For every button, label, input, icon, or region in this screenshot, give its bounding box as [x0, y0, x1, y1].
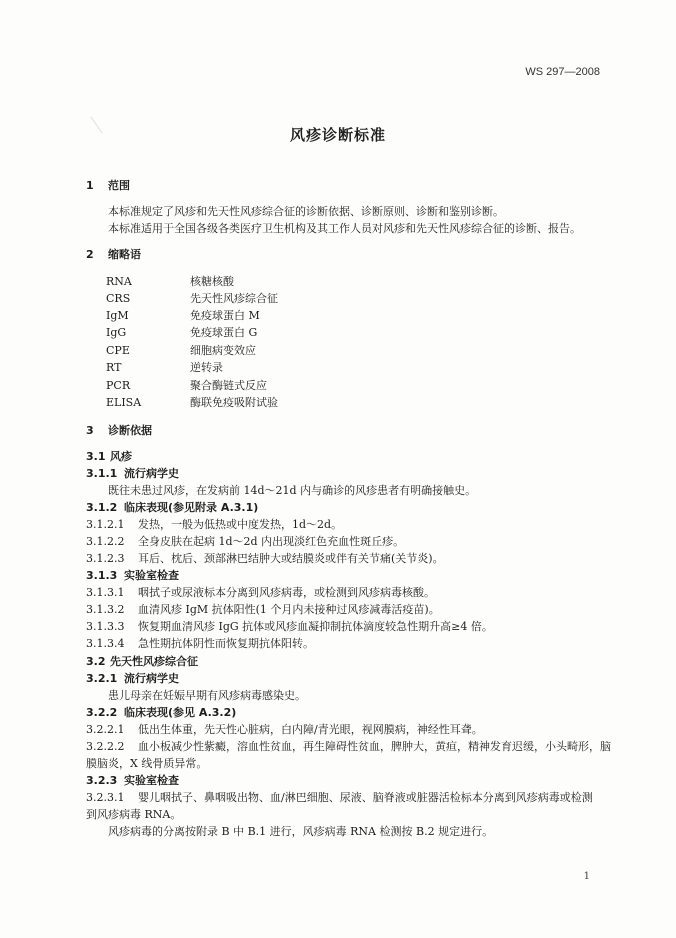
section-number: 2 — [86, 248, 94, 261]
abbreviation-desc: 逆转录 — [190, 361, 223, 374]
subsection-title: 实验室检查 — [124, 774, 179, 787]
clause — [86, 791, 593, 805]
subsection-heading — [86, 672, 179, 686]
abbreviation-desc: 聚合酶链式反应 — [190, 379, 267, 392]
abbreviation-desc: 免疫球蛋白 M — [190, 309, 260, 322]
clause — [86, 637, 314, 651]
subsection-number: 3.1.2 — [86, 501, 118, 514]
abbreviation-code: RNA — [106, 275, 132, 288]
clause-text: 低出生体重，先天性心脏病，白内障/青光眼，视网膜病，神经性耳聋。 — [138, 723, 483, 736]
subsection-number: 3.2.3 — [86, 774, 118, 787]
document-code: WS 297—2008 — [525, 66, 600, 78]
clause — [86, 518, 342, 532]
clause-text: 全身皮肤在起病 1d～2d 内出现淡红色充血性斑丘疹。 — [138, 535, 405, 548]
subsection-heading — [86, 467, 179, 481]
abbreviation-code: CRS — [106, 292, 131, 305]
clause — [86, 603, 440, 617]
clause — [86, 552, 444, 566]
section-3-heading — [86, 424, 152, 438]
clause-number: 3.1.3.3 — [86, 620, 125, 633]
subsection-title: 风疹 — [110, 450, 132, 463]
subsection-title: 流行病学史 — [124, 467, 179, 480]
clause — [86, 740, 611, 754]
paragraph: 本标准规定了风疹和先天性风疹综合征的诊断依据、诊断原则、诊断和鉴别诊断。 — [108, 205, 504, 218]
clause-number: 3.1.3.1 — [86, 586, 125, 599]
subsection-heading — [86, 655, 198, 669]
subsection-title: 临床表现(参见附录 A.3.1) — [124, 501, 259, 514]
clause-number: 3.2.3.1 — [86, 791, 125, 804]
page-number: 1 — [583, 871, 590, 882]
abbreviation-code: IgG — [106, 326, 127, 339]
subsection-number: 3.1.1 — [86, 467, 118, 480]
abbreviation-code: RT — [106, 361, 122, 374]
section-title: 范围 — [108, 179, 130, 192]
clause-text: 血清风疹 IgM 抗体阳性(1 个月内未接种过风疹减毒活疫苗)。 — [138, 603, 440, 616]
clause — [86, 620, 493, 634]
clause-number: 3.1.2.3 — [86, 552, 125, 565]
clause-continuation: 膜脑炎，X 线骨质异常。 — [86, 757, 208, 770]
subsection-number: 3.1.3 — [86, 569, 118, 582]
clause-number: 3.1.2.2 — [86, 535, 125, 548]
abbreviation-desc: 核糖核酸 — [190, 275, 234, 288]
document-title: 风疹诊断标准 — [289, 126, 386, 144]
clause-text: 婴儿咽拭子、鼻咽吸出物、血/淋巴细胞、尿液、脑脊液或脏器活检标本分离到风疹病毒或检测 — [138, 791, 593, 804]
clause-number: 3.2.2.2 — [86, 740, 125, 753]
abbreviation-code: IgM — [106, 309, 129, 322]
subsection-number: 3.2 — [86, 655, 106, 668]
subsection-number: 3.2.2 — [86, 706, 118, 719]
section-title: 诊断依据 — [108, 424, 152, 437]
subsection-title: 实验室检查 — [124, 569, 179, 582]
section-1-heading — [86, 179, 130, 193]
abbreviation-code: ELISA — [106, 396, 142, 409]
section-2-heading — [86, 248, 141, 262]
clause-number: 3.2.2.1 — [86, 723, 125, 736]
subsection-heading — [86, 569, 179, 583]
abbreviation-desc: 免疫球蛋白 G — [190, 326, 258, 339]
subsection-heading — [86, 450, 132, 464]
abbreviation-desc: 酶联免疫吸附试验 — [190, 396, 278, 409]
clause — [86, 535, 404, 549]
clause — [86, 723, 483, 737]
subsection-title: 流行病学史 — [124, 672, 179, 685]
clause-number: 3.1.2.1 — [86, 518, 125, 531]
subsection-heading — [86, 501, 258, 515]
section-title: 缩略语 — [108, 248, 141, 261]
subsection-title: 临床表现(参见 A.3.2) — [124, 706, 237, 719]
note-paragraph: 风疹病毒的分离按附录 B 中 B.1 进行，风疹病毒 RNA 检测按 B.2 规定进行。 — [108, 825, 494, 838]
paragraph: 既往未患过风疹，在发病前 14d～21d 内与确诊的风疹患者有明确接触史。 — [108, 484, 477, 497]
abbreviation-desc: 细胞病变效应 — [190, 344, 256, 357]
clause-text: 耳后、枕后、颈部淋巴结肿大或结膜炎或伴有关节痛(关节炎)。 — [138, 552, 444, 565]
abbreviation-code: PCR — [106, 379, 131, 392]
section-number: 1 — [86, 179, 94, 192]
subsection-number: 3.1 — [86, 450, 106, 463]
abbreviation-desc: 先天性风疹综合征 — [190, 292, 278, 305]
clause — [86, 586, 435, 600]
clause-number: 3.1.3.2 — [86, 603, 125, 616]
subsection-heading — [86, 706, 236, 720]
subsection-title: 先天性风疹综合征 — [110, 655, 198, 668]
paragraph: 患儿母亲在妊娠早期有风疹病毒感染史。 — [108, 689, 306, 702]
paragraph: 本标准适用于全国各级各类医疗卫生机构及其工作人员对风疹和先天性风疹综合征的诊断、报告。 — [108, 222, 581, 235]
clause-text: 发热，一般为低热或中度发热，1d～2d。 — [138, 518, 343, 531]
clause-continuation: 到风疹病毒 RNA。 — [86, 808, 182, 821]
clause-text: 急性期抗体阴性而恢复期抗体阳转。 — [138, 637, 314, 650]
clause-text: 咽拭子或尿液标本分离到风疹病毒，或检测到风疹病毒核酸。 — [138, 586, 435, 599]
clause-number: 3.1.3.4 — [86, 637, 125, 650]
clause-text: 恢复期血清风疹 IgG 抗体或风疹血凝抑制抗体滴度较急性期升高≥4 倍。 — [138, 620, 493, 633]
subsection-heading — [86, 774, 179, 788]
clause-text: 血小板减少性紫癜，溶血性贫血，再生障碍性贫血，脾肿大，黄疸，精神发育迟缓，小头畸形，脑 — [138, 740, 611, 753]
section-number: 3 — [86, 424, 94, 437]
subsection-number: 3.2.1 — [86, 672, 118, 685]
abbreviation-code: CPE — [106, 344, 130, 357]
